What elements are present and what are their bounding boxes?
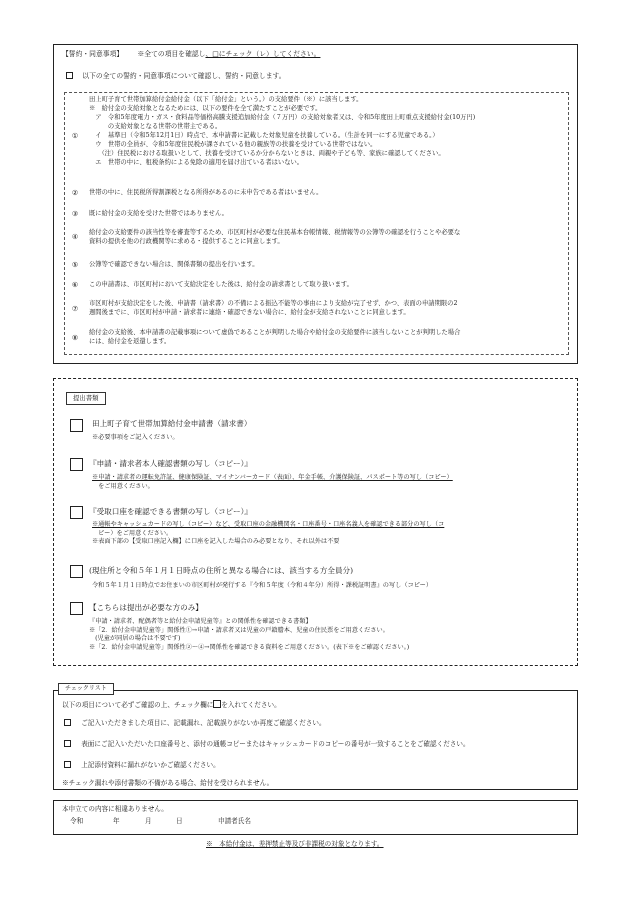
agree-row[interactable] [66, 72, 286, 81]
condition-text [89, 96, 564, 168]
document-notes [92, 521, 567, 547]
condition-line: 給付金の支給要件の該当性等を審査等するため、市区町村が必要な住民基本台帳情報、税情報等の公簿等の確認を行うことや必要な [89, 229, 461, 236]
condition-text [89, 210, 564, 219]
signature-statement: 本申立ての内容に相違ありません。 [62, 805, 168, 813]
document-note-line: (児童が同居の場合は不要です) [89, 635, 181, 643]
condition-line: ア 令和5年度電力・ガス・食料品等価格高騰支援追加給付金（７万円）の支給対象者又は、令和5年度田上町重点支援給付金(10万円) [89, 113, 476, 121]
condition-line: この申請書は、市区町村において支給決定をした後は、給付金の請求書として取り扱います。 [89, 281, 353, 288]
document-title: 田上町子育て世帯加算給付金申請書（請求書） [92, 419, 252, 428]
condition-line: 市区町村が支給決定をした後、申請書（請求書）の不備による振込不能等の事由により支給が完了せず、かつ、表面の申請期限の2 [89, 300, 458, 307]
document-checkbox[interactable] [70, 602, 83, 615]
document-checkbox[interactable] [70, 458, 83, 471]
document-note-line: ※必要事項をご記入ください。 [92, 434, 179, 441]
checklist-intro-text: 以下の項目について必ずご確認の上、チェック欄に [62, 701, 214, 709]
document-note-line: ※表面下部の【受取口座記入欄】に口座を記入した場合のみ必要となり、それ以外は不要 [92, 538, 340, 546]
condition-text [89, 281, 564, 290]
condition-number: ⑤ [71, 261, 79, 269]
condition-number: ⑧ [71, 334, 79, 342]
condition-number: ② [71, 189, 79, 197]
checklist-footnote: ※チェック漏れや添付書類の不備がある場合、給付を受けられません。 [62, 779, 274, 787]
checklist-checkbox[interactable] [64, 740, 71, 747]
document-note-line: ※「2．給付金申請児童等」関係性①→申請・請求者又は児童の戸籍謄本、児童の住民票をご用意ください。 [89, 626, 389, 634]
condition-line: の支給対象となる世帯の世帯主である。 [89, 122, 222, 130]
condition-number: ① [71, 132, 79, 140]
agree-label: 以下の全ての誓約・同意事項について確認し、誓約・同意します。 [82, 72, 286, 80]
document-note-line: ※申請・請求者の運転免許証、健康保険証、マイナンバーカード（表面）、年金手帳、介護保険証、パスポート等の写し（コピー） [92, 474, 453, 481]
applicant-name-label: 申請者氏名 [218, 817, 251, 825]
document-checkbox[interactable] [70, 419, 83, 432]
document-note-line: ※「2．給付金申請児童等」関係性②～④→関係性を確認できる資料をご用意ください。(表下※をご確認ください。) [89, 644, 410, 652]
checklist-item-label: 上記添付資料に漏れがないかご確認ください。 [81, 761, 220, 769]
checklist-checkbox[interactable] [64, 719, 71, 726]
signature-year: 年 [113, 817, 120, 825]
document-notes [89, 618, 567, 653]
oath-heading: 【誓約・同意事項】 [62, 50, 124, 58]
agree-checkbox[interactable] [66, 72, 73, 79]
checklist-intro [62, 700, 281, 710]
condition-line: 世帯の中に、住民税所得割課税となる所得があるのに未申告である者はいません。 [89, 189, 323, 196]
oath-instruction: ※全ての項目を確認し [137, 50, 206, 58]
checklist-item[interactable] [64, 761, 220, 770]
document-title: 【こちらは提出が必要な方のみ】 [89, 603, 203, 612]
condition-line: エ 世帯の中に、租税条約による免除の適用を届け出ている者はいない。 [89, 158, 304, 166]
document-title: 『受取口座を確認できる書類の写し（コピー）』 [89, 507, 252, 516]
checklist-item-label: 表面にご記入いただいた口座番号と、添付の通帳コピーまたはキャッシュカードのコピーの番号が一致することをご確認ください。 [81, 740, 470, 748]
checklist-item[interactable] [64, 719, 326, 728]
document-checkbox[interactable] [70, 506, 83, 519]
checklist-checkbox[interactable] [64, 761, 71, 768]
checklist-item-label: ご記入いただきました項目に、記載漏れ、記載誤りがないか再度ご確認ください。 [81, 719, 326, 727]
condition-line: ウ 世帯の全員が、令和5年度住民税が課されている他の親族等の扶養を受けている世帯ではない。 [89, 140, 377, 148]
document-note-line: をご用意ください。 [92, 482, 154, 490]
condition-number: ④ [71, 233, 79, 241]
condition-line: 既に給付金の支給を受けた世帯ではありません。 [89, 210, 228, 217]
condition-line: ※ 給付金の支給対象となるためには、以下の要件を全て満たすことが必要です。 [89, 104, 322, 112]
oath-instruction-underlined: 、□にチェック（レ）してください。 [205, 50, 321, 58]
condition-line: 週間後までに、市区町村が申請・請求者に連絡・確認できない場合に、給付金が支給されないことに同意します。 [89, 308, 410, 316]
condition-text [89, 329, 564, 347]
condition-line: （注）住民税における取扱いとして、扶養を受けているか分からないときは、両親や子ども等、家族に確認してください。 [89, 149, 445, 157]
condition-line: 給付金の支給後、本申請書の記載事項について虚偽であることが判明した場合や給付金の支給要件に該当しないことが判明した場合 [89, 329, 461, 336]
conditions-list [64, 92, 569, 355]
signature-day: 日 [176, 817, 183, 825]
condition-number: ⑥ [71, 281, 79, 289]
document-note-line: 『申請・請求者、配偶者等と給付金申請児童等』との関係性を確認できる書類】 [89, 618, 312, 625]
document-notes [92, 582, 567, 591]
condition-line: 田上町子育て世帯加算給付金給付金（以下「給付金」という。）の支給要件（※）に該当します。 [89, 96, 363, 103]
signature-month: 月 [145, 817, 152, 825]
condition-number: ⑦ [71, 305, 79, 313]
document-notes [92, 434, 562, 443]
checklist-item[interactable] [64, 740, 470, 749]
footer-note: ※ 本給付金は、差押禁止等及び非課税の対象となります。 [206, 840, 384, 848]
checklist-heading: チェックリスト [58, 683, 114, 695]
condition-text [89, 300, 564, 318]
document-checkbox[interactable] [70, 565, 83, 578]
condition-number: ③ [71, 210, 79, 218]
oath-heading-row [62, 50, 320, 59]
condition-text [89, 261, 564, 270]
document-title: (現住所と令和５年１月１日時点の住所と異なる場合には、該当する方全員分) [89, 566, 354, 575]
condition-text [89, 189, 564, 198]
document-note-line: 令和５年１月１日時点でお住まいの市区町村が発行する『令和５年度（令和４年分）所得・課税証明書』の写し（コピー） [92, 582, 433, 589]
document-title: 『申請・請求者本人確認書類の写し（コピー）』 [89, 459, 252, 468]
signature-era: 令和 [70, 817, 84, 825]
documents-heading: 提出書類 [66, 392, 106, 405]
condition-line: には、給付金を返還します。 [89, 337, 171, 345]
checklist-intro-text-after: を入れてください。 [221, 701, 281, 709]
document-note-line: ピー）をご用意ください。 [92, 529, 173, 537]
condition-text [89, 229, 564, 247]
condition-line: 公簿等で確認できない場合は、関係書類の提出を行います。 [89, 261, 259, 268]
condition-line: 資料の提供を他の行政機関等に求める・提供することに同意します。 [89, 237, 284, 245]
document-notes [92, 474, 567, 491]
condition-line: イ 基準日（令和5年12月1日）時点で、本申請書に記載した対象児童を扶養している。（生計を同一にする児童である。） [89, 131, 439, 139]
document-note-line: ※通帳やキャッシュカードの写し（コピー）など、受取口座の金融機関名・口座番号・口座名義人を確認できる部分の写し（コ [92, 521, 445, 528]
